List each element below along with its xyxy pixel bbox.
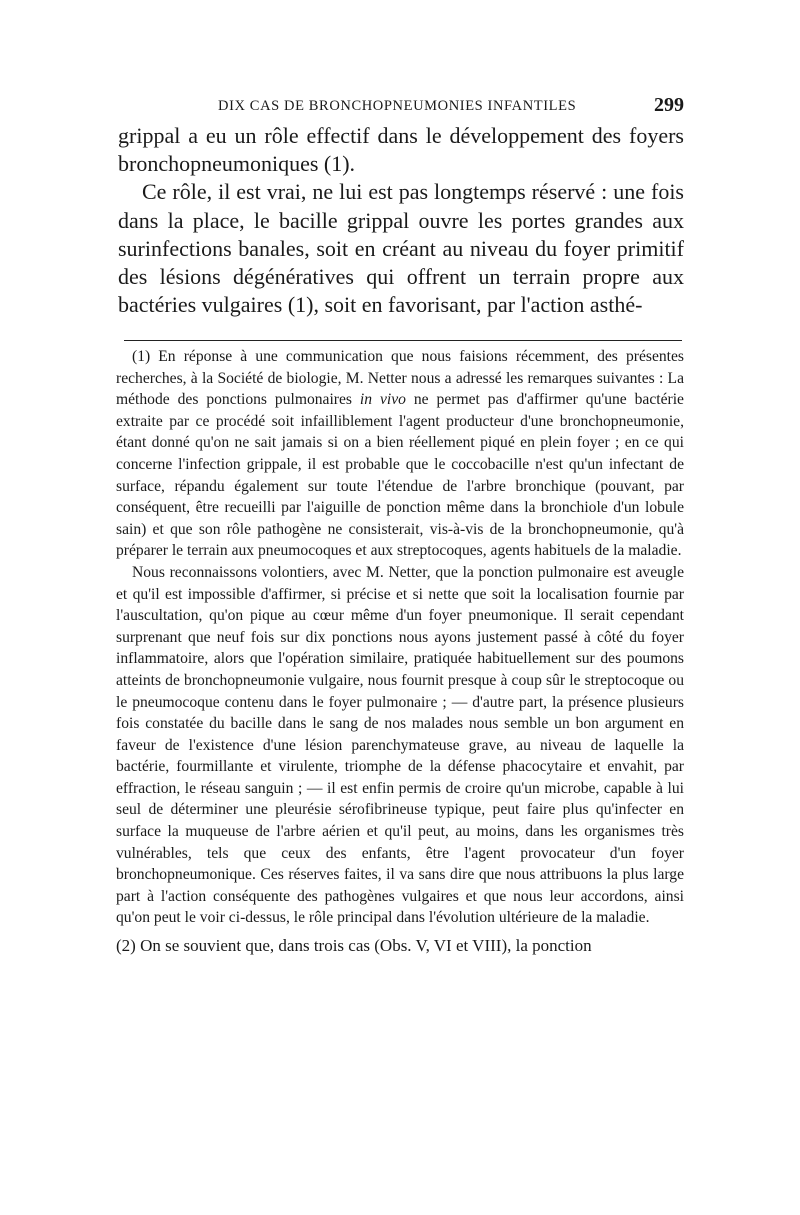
footnote-1-continuation: Nous reconnaissons volontiers, avec M. Netter, que la ponction pulmonaire est aveugle et qu'il est impossible d'affirmer, si précise et si nette que soit la localisation fournie par l'auscultation, qu'on pique au cœur même d'un foyer pneumonique. Il serait cependant surprenant que neuf fois sur dix ponctions nous ayons justement passé à côté du foyer inflammatoire, alors que l'opération similaire, pratiquée habituellement sur des poumons atteints de bronchopneumonie vulgaire, nous fournit presque à coup sûr le streptocoque ou le pneumocoque contenu dans le foyer pulmonaire ; — d'autre part, la présence plusieurs fois constatée du bacille dans le sang de nos malades nous semble un bon argument en faveur de l'existence d'une lésion parenchymateuse grave, au niveau de laquelle la bactérie, fourmillante et virulente, triomphe de la défense phacocytaire et envahit, par effraction, le réseau sanguin ; — il est enfin permis de croire qu'un microbe, capable à lui seul de déterminer une pleurésie sérofibrineuse typique, peut faire plus qu'infecter en surface la muqueuse de l'arbre aérien et qu'il peut, au moins, dans les organismes très vulnérables, tels que ceux des enfants, être l'agent provocateur d'un foyer bronchopneumonique. Ces réserves faites, il va sans dire que nous attribuons la plus large part à l'action conséquente des pathogènes vulgaires et que nous leur accordons, ainsi qu'on peut le voir ci-dessus, le rôle principal dans l'évolution ultérieure de la maladie. [116,563,684,927]
page-number: 299 [654,94,684,116]
footnote-separator [124,340,682,341]
footnote-1-text-a: (1) En réponse à une communication que nous faisions récemment, des présentes recherches, à la Société de biologie, M. Netter nous a adressé les remarques suivantes : La méthode des ponctions pulmonaires [116,348,684,409]
footnote-2: (2) On se souvient que, dans trois cas (Obs. V, VI et VIII), la ponction [116,936,592,956]
running-head: DIX CAS DE BRONCHOPNEUMONIES INFANTILES [218,98,577,114]
main-text [118,122,684,319]
footnote-1-text-b: ne permet pas d'affirmer qu'une bactérie extraite par ce procédé soit infailliblement l'agent producteur d'une bronchopneumonie, étant donné qu'on ne sait jamais si on a bien réellement piqué en plein foyer ; en ce qui concerne l'infection grippale, il est probable que le coccobacille n'est qu'un infectant de surface, répandu également sur toute l'étendue de l'arbre bronchique (pouvant, par conséquent, être recueilli par l'aiguille de ponction même dans la bronchiole d'un lobule sain) et que son rôle pathogène ne consisterait, vis-à-vis de la bronchopneumonie, qu'à préparer le terrain aux pneumocoques et aux streptocoques, agents habituels de la maladie. [116,391,684,560]
page-header [120,94,684,122]
footnote-1-italic: in vivo [359,391,406,409]
body-paragraph-1: grippal a eu un rôle effectif dans le développement des foyers bronchopneumoniques (1). [118,123,684,177]
footnote-1 [116,346,684,562]
body-paragraph-2: Ce rôle, il est vrai, ne lui est pas longtemps réservé : une fois dans la place, le bacille grippal ouvre les portes grandes aux surinfections banales, soit en créant au niveau du foyer primitif des lésions dégénératives qui offrent un terrain propre aux bactéries vulgaires (1), soit en favorisant, par l'action asthé- [118,179,684,318]
footnotes [116,346,684,957]
